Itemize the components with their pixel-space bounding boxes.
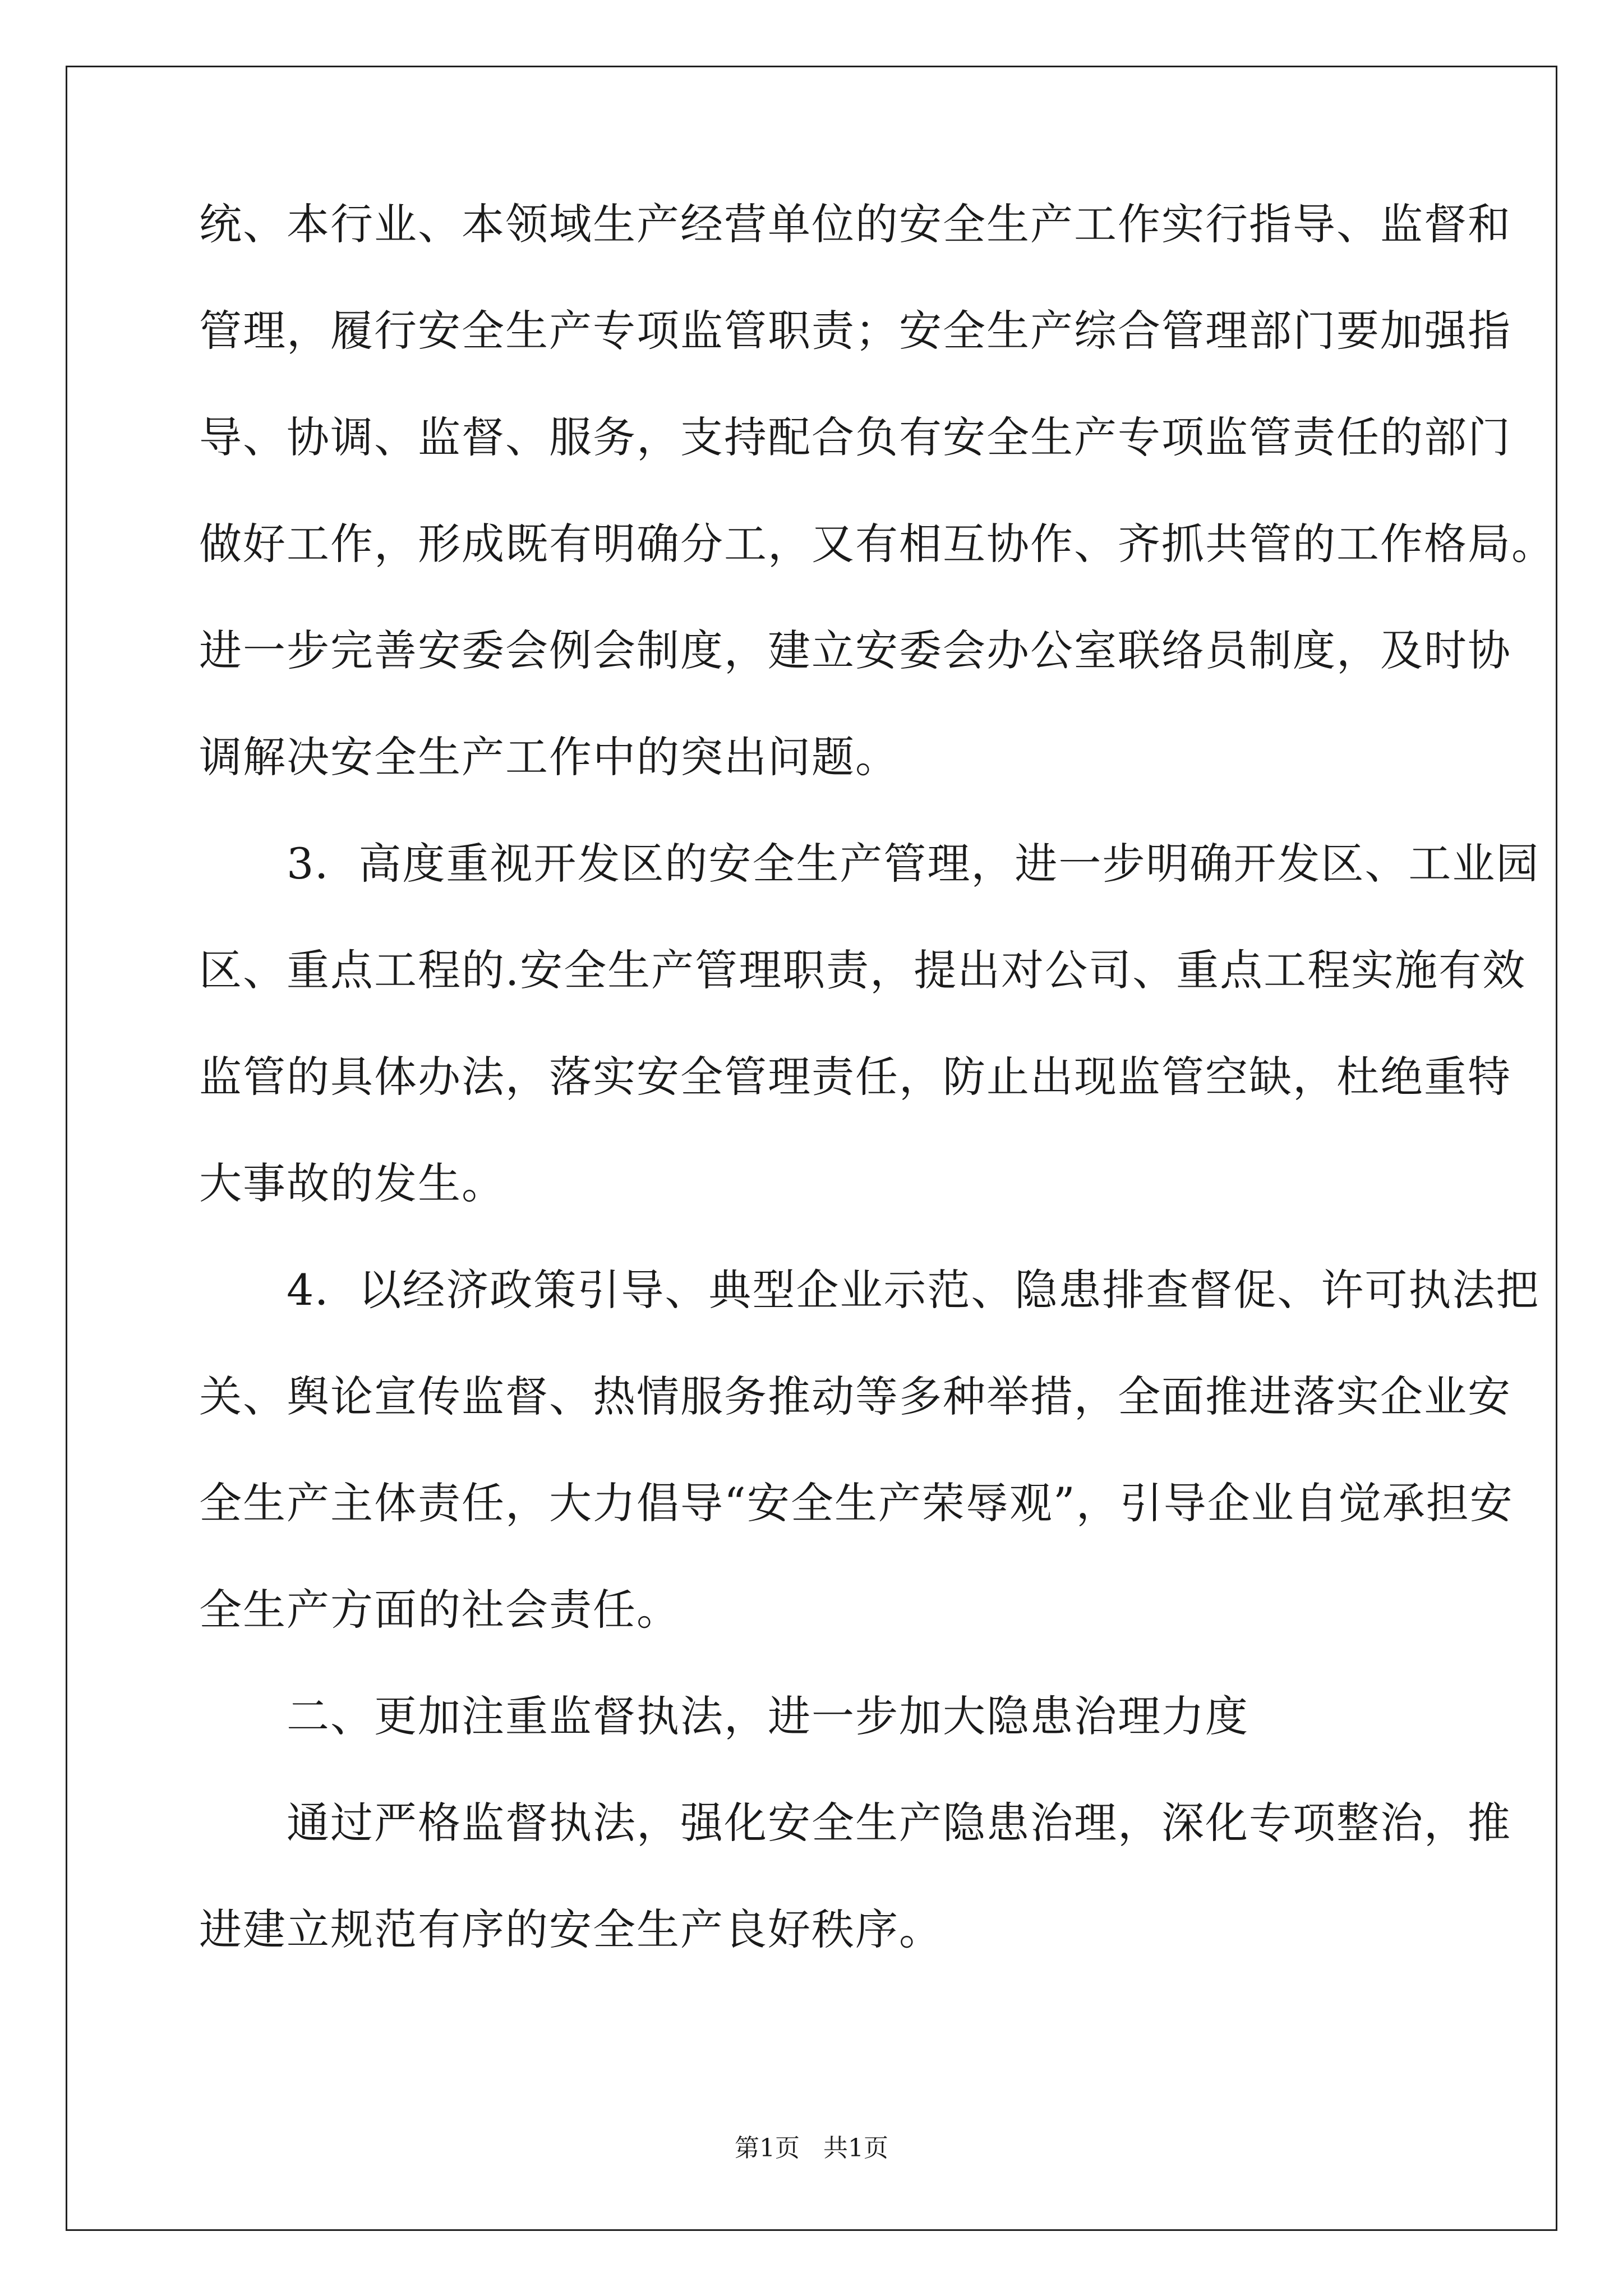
page-footer — [0, 2132, 1623, 2165]
page-number: 第1页 — [735, 2134, 800, 2162]
section-heading: 二、更加注重监督执法，进一步加大隐患治理力度 — [199, 1691, 1249, 1741]
text-line: 大事故的发生。 — [199, 1158, 505, 1208]
text-line: 3．高度重视开发区的安全生产管理，进一步明确开发区、工业园 — [199, 839, 1540, 889]
text-line: 全生产主体责任，大力倡导“安全生产荣辱观”，引导企业自觉承担安 — [199, 1478, 1514, 1528]
text-line: 通过严格监督执法，强化安全生产隐患治理，深化专项整治，推 — [199, 1798, 1511, 1848]
text-line: 进一步完善安委会例会制度，建立安委会办公室联络员制度，及时协 — [199, 625, 1511, 675]
text-line: 全生产方面的社会责任。 — [199, 1585, 680, 1635]
text-line: 做好工作，形成既有明确分工，又有相互协作、齐抓共管的工作格局。 — [199, 519, 1555, 569]
text-line: 调解决安全生产工作中的突出问题。 — [199, 732, 899, 782]
text-line: 管理，履行安全生产专项监管职责；安全生产综合管理部门要加强指 — [199, 306, 1511, 356]
text-line: 区、重点工程的.安全生产管理职责，提出对公司、重点工程实施有效 — [199, 945, 1527, 995]
text-line: 导、协调、监督、服务，支持配合负有安全生产专项监管责任的部门 — [199, 412, 1511, 462]
text-line: 4．以经济政策引导、典型企业示范、隐患排查督促、许可执法把 — [199, 1265, 1540, 1315]
text-line: 关、舆论宣传监督、热情服务推动等多种举措，全面推进落实企业安 — [199, 1372, 1511, 1421]
text-line: 进建立规范有序的安全生产良好秩序。 — [199, 1904, 943, 1954]
text-line: 监管的具体办法，落实安全管理责任，防止出现监管空缺，杜绝重特 — [199, 1052, 1511, 1102]
page-total: 共1页 — [823, 2134, 888, 2162]
text-line: 统、本行业、本领域生产经营单位的安全生产工作实行指导、监督和 — [199, 199, 1511, 249]
